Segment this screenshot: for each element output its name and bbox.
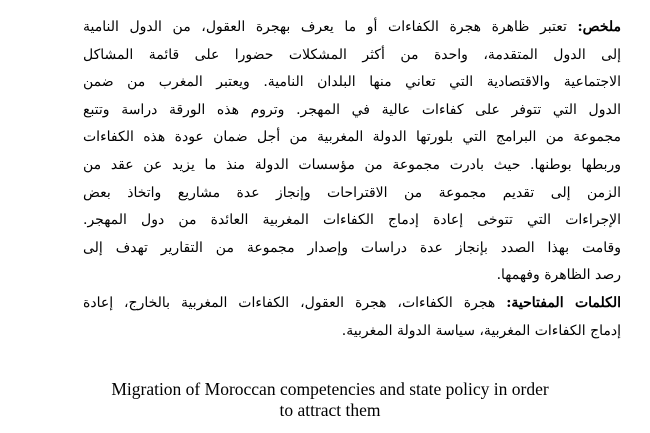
- abstract-line-2: إلى الدول المتقدمة، واحدة من أكثر المشكلات حضورا على قائمة المشاكل: [83, 46, 621, 63]
- keywords-label: الكلمات المفتاحية:: [506, 294, 621, 311]
- abstract-line-1: [83, 14, 621, 42]
- abstract-line-8: الإجراءات التي تتوخى إعادة إدماج الكفاءات المغربية العائدة من دول المهجر.: [83, 212, 621, 229]
- abstract-line-5: مجموعة من البرامج التي بلورتها الدولة المغربية من أجل ضمان عودة هذه الكفاءات: [83, 129, 621, 146]
- keywords-text: هجرة الكفاءات، هجرة العقول، الكفاءات المغربية بالخارج، إعادة: [83, 294, 496, 311]
- keywords-line-1: [83, 290, 621, 318]
- abstract-text: تعتبر ظاهرة هجرة الكفاءات أو ما يعرف بهجرة العقول، من الدول النامية: [83, 19, 567, 35]
- abstract-line-3: الاجتماعية والاقتصادية التي تعاني منها البلدان النامية. ويعتبر المغرب من ضمن: [83, 74, 621, 91]
- arabic-abstract: [83, 14, 621, 345]
- abstract-line-9: وقامت بهذا الصدد بإنجاز عدة دراسات وإصدار مجموعة من التقارير تهدف إلى: [83, 239, 621, 256]
- abstract-label: ملخص:: [577, 19, 621, 35]
- keywords-line-2: إدماج الكفاءات المغربية، سياسة الدولة المغربية.: [341, 322, 621, 339]
- abstract-line-6: وربطها بوطنها. حيث بادرت مجموعة من مؤسسات الدولة منذ ما يزيد عن عقد من: [83, 156, 621, 173]
- english-title-line-2: to attract them: [279, 400, 381, 420]
- abstract-line-7: الزمن إلى تقديم مجموعة من الاقتراحات وإنجاز عدة مشاريع واتخاذ بعض: [83, 184, 621, 201]
- abstract-line-4: الدول التي تتوفر على كفاءات عالية في المهجر. وتروم هذه الورقة دراسة وتتبع: [83, 101, 621, 118]
- abstract-line-10: رصد الظاهرة وفهمها.: [496, 267, 621, 284]
- english-title-line-1: Migration of Moroccan competencies and state policy in order: [111, 379, 549, 399]
- english-title: [60, 379, 600, 421]
